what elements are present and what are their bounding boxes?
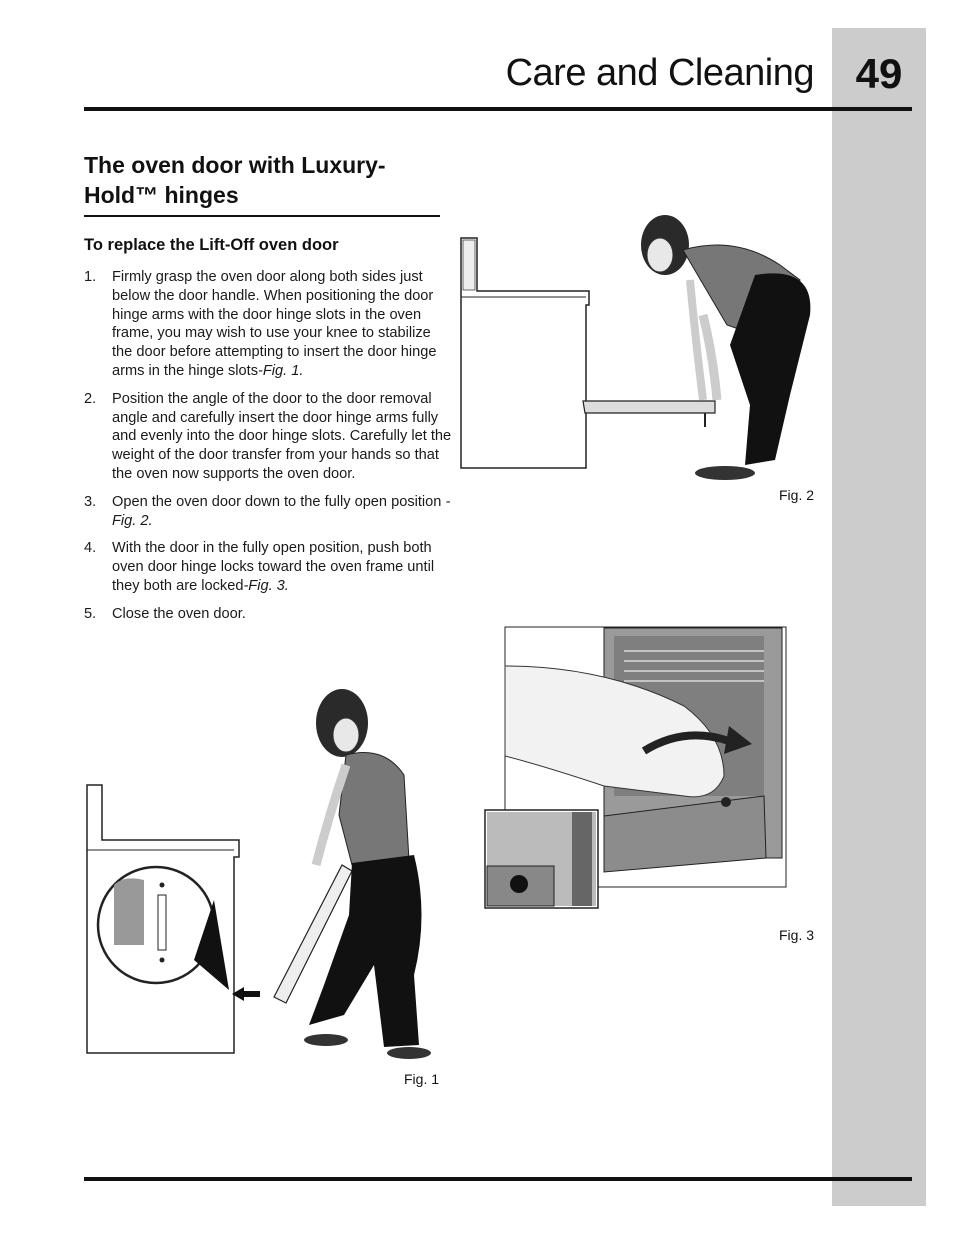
step-item <box>84 493 454 531</box>
figure-2-caption: Fig. 2 <box>779 487 815 503</box>
step-item <box>84 605 454 624</box>
step-figure-ref: -Fig. 3. <box>243 577 289 594</box>
step-item <box>84 268 454 381</box>
step-item <box>84 539 454 595</box>
header-rule <box>84 107 912 111</box>
sub-heading: To replace the Lift-Off oven door <box>84 236 339 254</box>
step-figure-ref: -Fig. 1. <box>258 362 304 379</box>
figure-3-caption: Fig. 3 <box>779 927 815 943</box>
step-text: Close the oven door. <box>112 605 246 622</box>
figure-1-illustration <box>84 685 444 1060</box>
page-title: Care and Cleaning <box>505 52 814 94</box>
step-text: Open the oven door down to the fully open position <box>112 493 446 510</box>
figure-1-caption: Fig. 1 <box>404 1071 440 1087</box>
step-item <box>84 390 454 484</box>
page-number: 49 <box>855 50 903 97</box>
section-rule <box>84 215 440 217</box>
step-number: 1. <box>84 269 97 285</box>
step-number: 4. <box>84 540 97 557</box>
section-heading: The oven door with Luxury-Hold™ hinges <box>84 152 386 208</box>
figure-2-illustration <box>455 205 825 490</box>
side-band <box>832 28 926 1206</box>
step-number: 2. <box>84 390 97 407</box>
step-number: 3. <box>84 493 97 510</box>
step-text: Position the angle of the door to the door removal angle and carefully insert the door hinge arms fully and evenly into the door hinge slots. Carefully let the weight of the door transfer from your hands so that the oven now supports the oven door. <box>112 390 452 482</box>
step-text: With the door in the fully open position, push both oven door hinge locks toward the oven frame until they both are locked <box>112 540 435 594</box>
figure-3-illustration <box>484 626 789 910</box>
step-figure-ref: -Fig. 2. <box>112 493 451 529</box>
steps-list <box>84 268 454 633</box>
step-number: 5. <box>84 605 97 622</box>
step-text: Firmly grasp the oven door along both sides just below the door handle. When positioning the door hinge arms with the door hinge slots in the oven frame, you may wish to use your knee to stabilize the door before attempting to insert the door hinge arms in the hinge slots <box>112 269 437 379</box>
footer-rule <box>84 1177 912 1181</box>
